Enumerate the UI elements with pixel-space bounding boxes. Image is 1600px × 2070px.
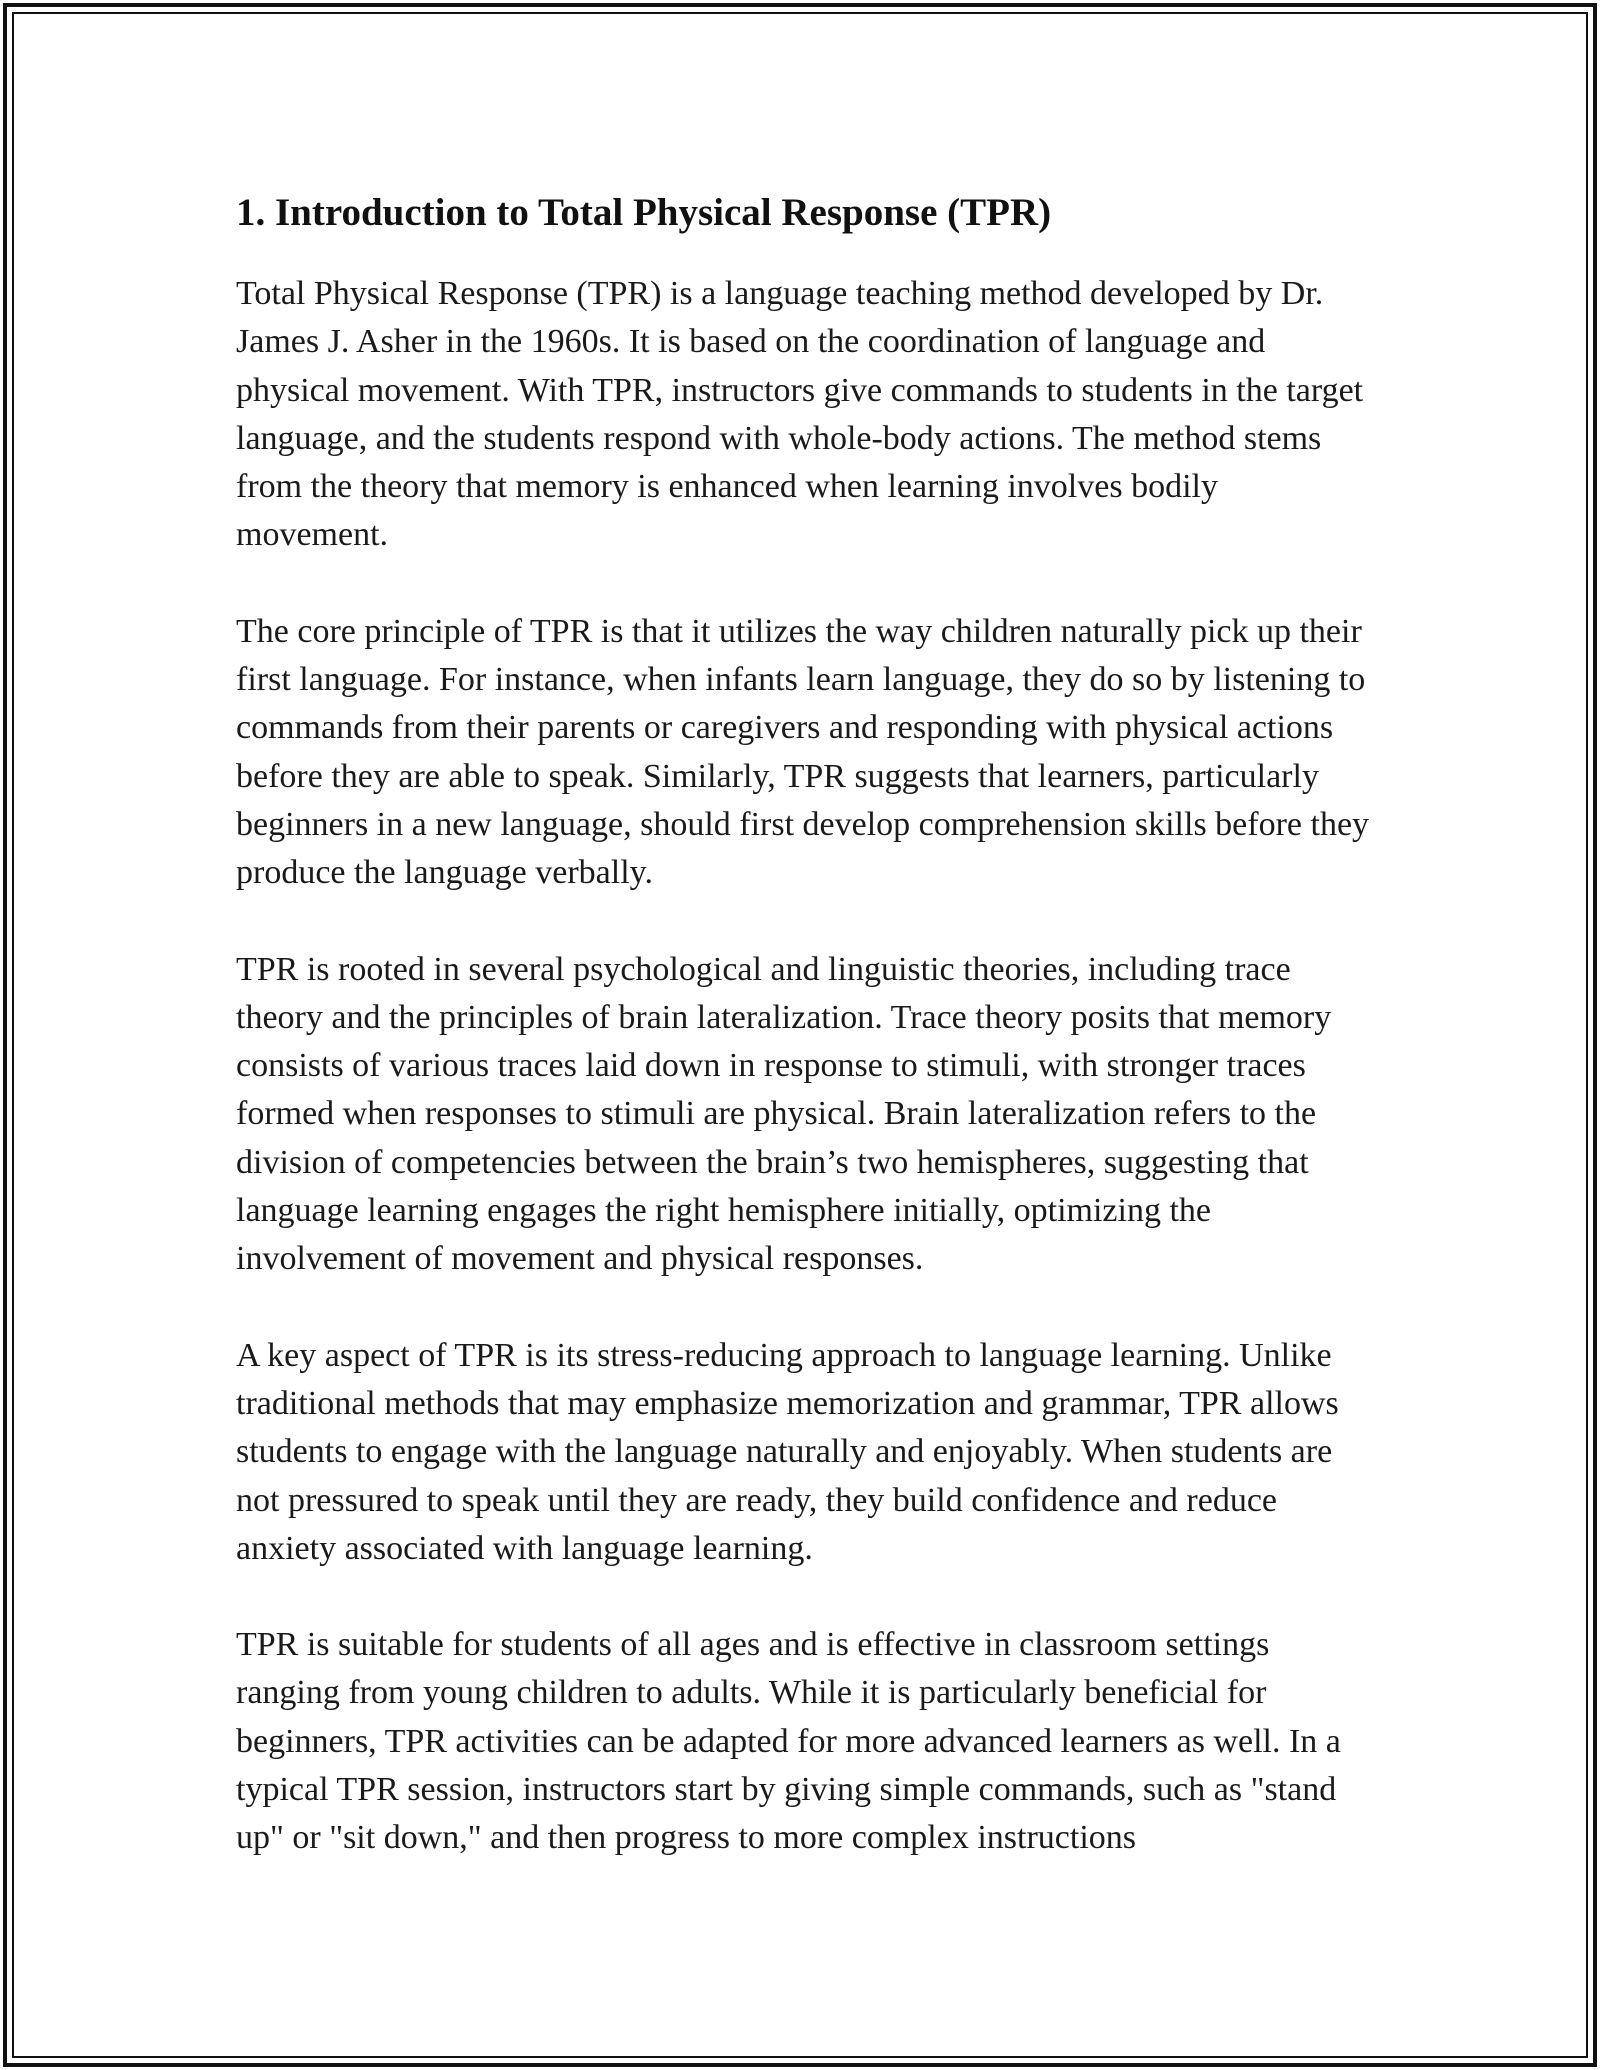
section-heading: 1. Introduction to Total Physical Response (TPR)	[236, 191, 1052, 234]
paragraph-tpr-definition: Total Physical Response (TPR) is a language teaching method developed by Dr. James J. Asher in the 1960s. It is based on the coordination of language and physical movement. With TPR, instructors give commands to students in the target language, and the students respond with whole-body actions. The method stems from the theory that memory is enhanced when learning involves bodily movement.	[236, 275, 1364, 554]
paragraph-core-principle: The core principle of TPR is that it utilizes the way children naturally pick up their first language. For instance, when infants learn language, they do so by listening to commands from their parents or caregivers and responding with physical actions before they are able to speak. Similarly, TPR suggests that learners, particularly beginners in a new language, should first develop comprehension skills before they produce the language verbally.	[236, 612, 1370, 892]
paragraph-suitability: TPR is suitable for students of all ages and is effective in classroom settings ranging from young children to adults. While it is particularly beneficial for beginners, TPR activities can be adapted for more advanced learners as well. In a typical TPR session, instructors start by giving simple commands, such as "stand up" or "sit down," and then progress to more complex instructions	[236, 1626, 1341, 1857]
document-body	[236, 186, 1376, 1911]
paragraph-stress-reducing: A key aspect of TPR is its stress-reducing approach to language learning. Unlike traditional methods that may emphasize memorization and grammar, TPR allows students to engage with the language naturally and enjoyably. When students are not pressured to speak until they are ready, they build confidence and reduce anxiety associated with language learning.	[236, 1336, 1339, 1567]
paragraph-theories: TPR is rooted in several psychological and linguistic theories, including trace theory and the principles of brain lateralization. Trace theory posits that memory consists of various traces laid down in response to stimuli, with stronger traces formed when responses to stimuli are physical. Brain lateralization refers to the division of competencies between the brain’s two hemispheres, suggesting that language learning engages the right hemisphere initially, optimizing the involvement of movement and physical responses.	[236, 950, 1332, 1278]
